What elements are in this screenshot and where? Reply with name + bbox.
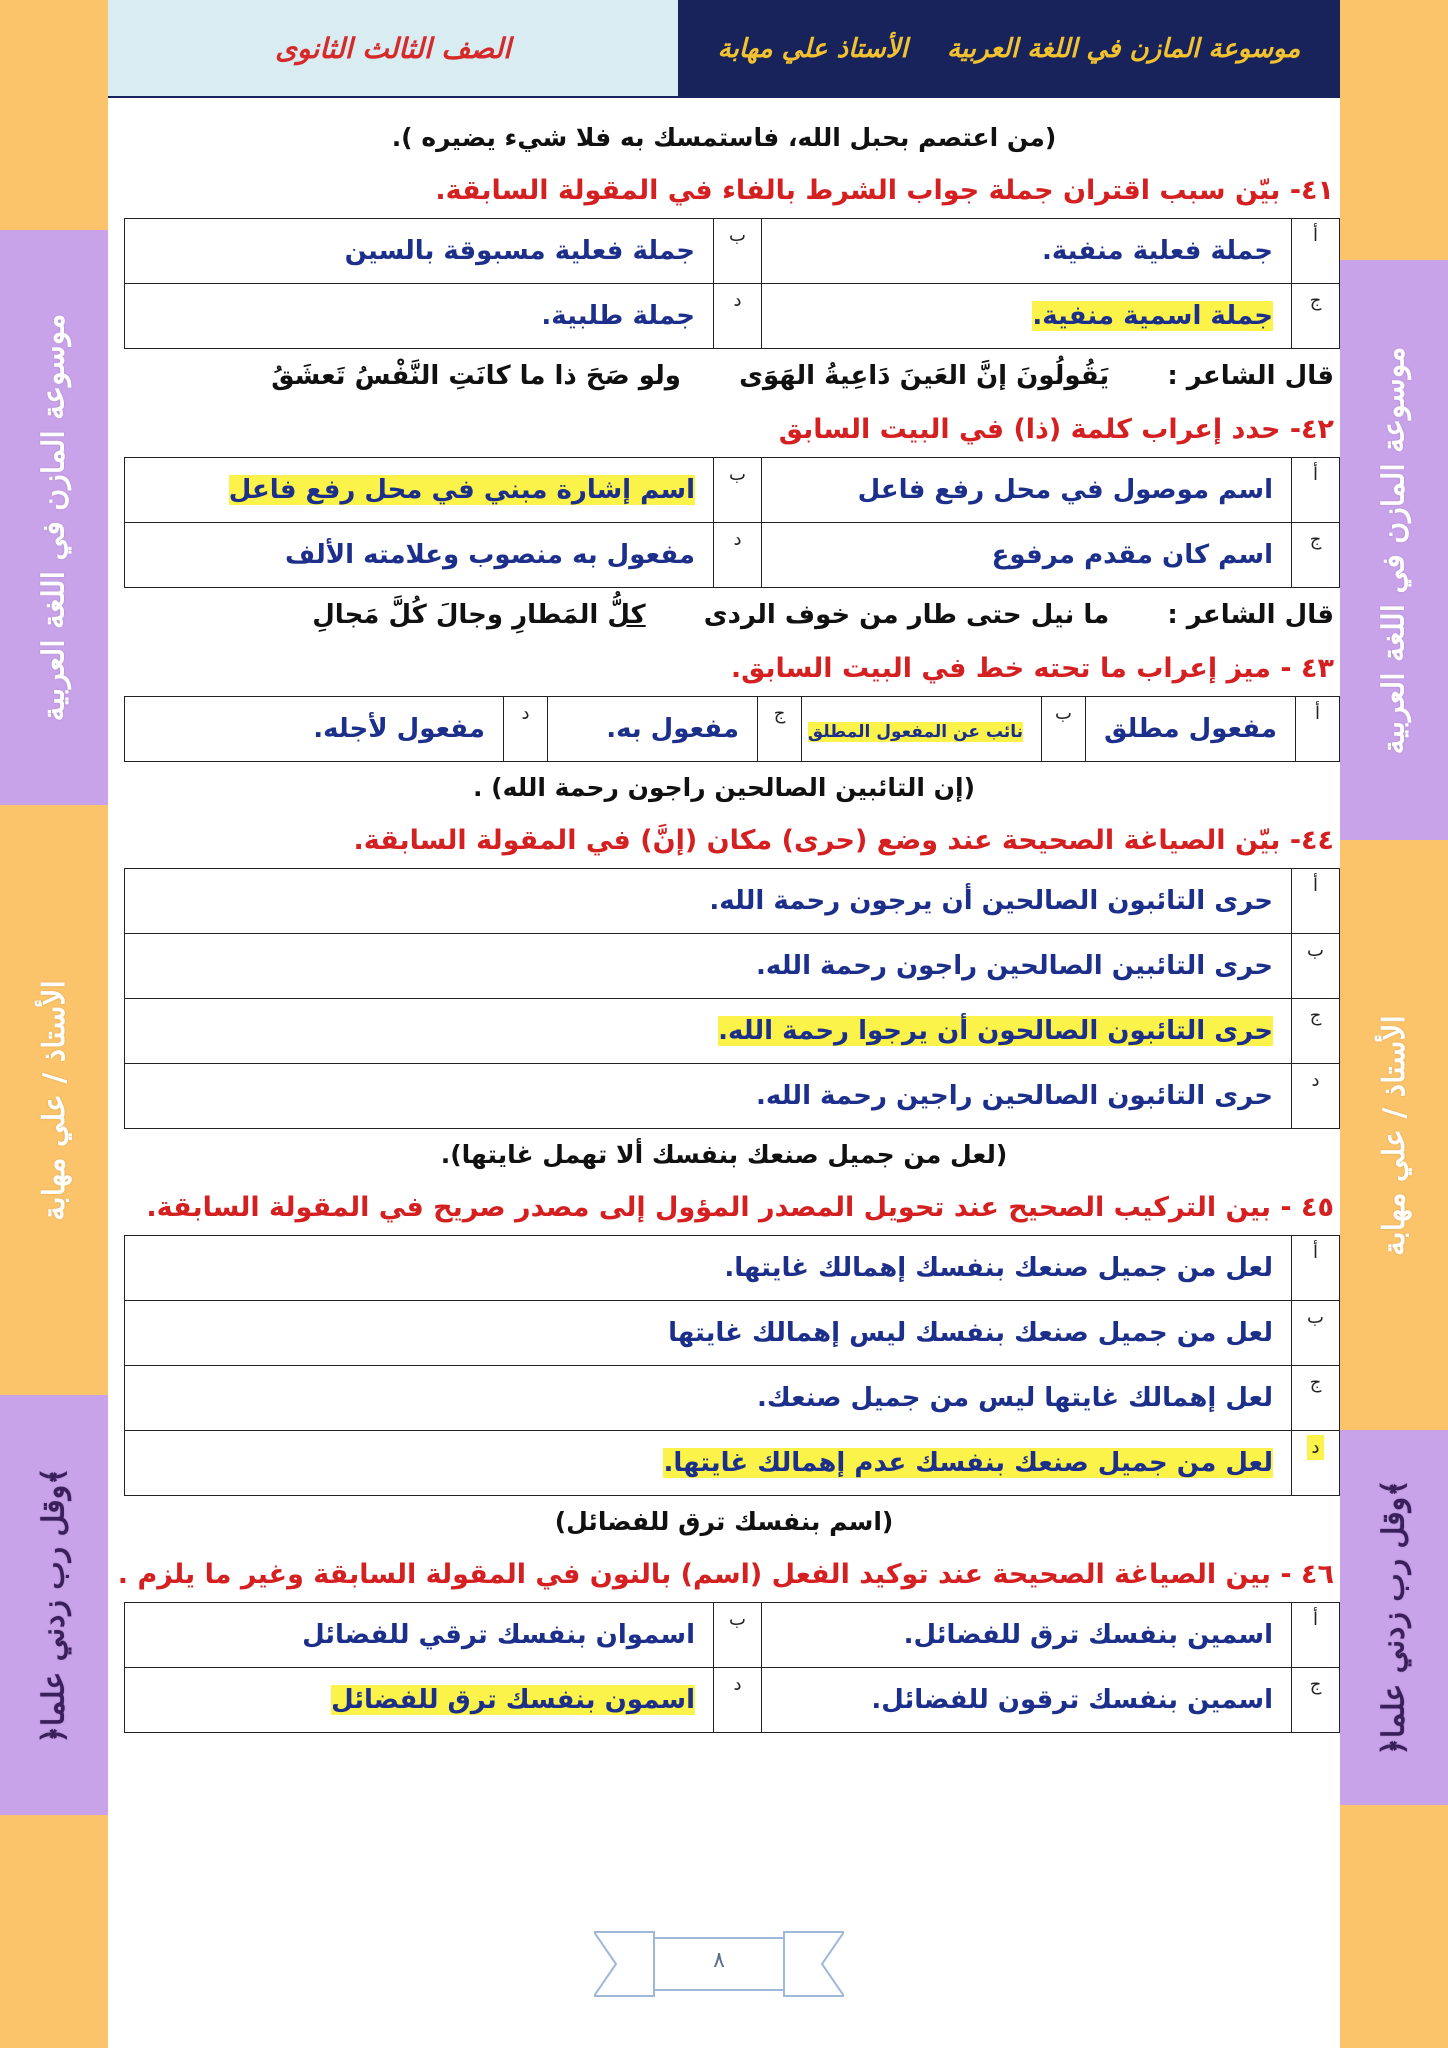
option-text[interactable]: حرى التائبون الصالحين راجين رحمة الله. [125,1064,1292,1129]
option-text-correct[interactable]: لعل من جميل صنعك بنفسك عدم إهمالك غايتها. [125,1431,1292,1496]
poem-second-hemistich: ولو صَحَ ذا ما كانَتِ النَّفْسُ تَعشَقُ [271,361,681,391]
option-text[interactable]: جملة طلبية. [125,284,714,349]
option-letter: ب [714,458,762,523]
side-teacher-text: الأستاذ / علي مهابة [36,979,72,1221]
option-text[interactable]: مفعول به. [548,697,758,762]
poem-first-hemistich: يَقُولُونَ إنَّ العَينَ دَاعِيةُ الهَوَى [739,361,1110,391]
left-side-band [0,0,108,2048]
option-text[interactable]: مفعول لأجله. [125,697,504,762]
option-letter: ج [1292,284,1340,349]
option-letter: ج [1292,1668,1340,1733]
page-header [108,0,1340,98]
option-letter: أ [1292,869,1340,934]
option-letter: ج [1292,1366,1340,1431]
band-segment [0,1815,108,2048]
option-letter: د [714,523,762,588]
side-encyclopedia-text: موسوعة المازن في اللغة العربية [1376,346,1412,754]
quote-text: (لعل من جميل صنعك بنفسك ألا تهمل غايتها). [440,1140,1008,1169]
option-text[interactable]: جملة فعلية منفية. [762,219,1292,284]
encyclopedia-title: موسوعة المازن في اللغة العربية [946,34,1301,64]
option-text-correct[interactable]: اسمون بنفسك ترق للفضائل [125,1668,714,1733]
option-letter: أ [1296,697,1340,762]
question-43: ٤٣ - ميز إعراب ما تحته خط في البيت السابق. [730,653,1334,684]
band-segment [0,0,108,230]
option-text-correct[interactable]: حرى التائبون الصالحون أن يرجوا رحمة الله. [125,999,1292,1064]
option-letter: أ [1292,1603,1340,1668]
question-42: ٤٢- حدد إعراب كلمة (ذا) في البيت السابق [778,414,1334,445]
option-letter: ج [1292,523,1340,588]
option-text[interactable]: حرى التائبون الصالحين أن يرجون رحمة الله. [125,869,1292,934]
side-encyclopedia-text: موسوعة المازن في اللغة العربية [36,313,72,722]
option-text[interactable]: مفعول به منصوب وعلامته الألف [125,523,714,588]
right-side-band [1340,0,1448,2048]
page-number-box [594,1928,844,2000]
side-prayer-text: ﴿وقل رب زدني علما﴾ [1376,1479,1412,1756]
options-table-44 [124,868,1340,1129]
option-text[interactable]: اسم موصول في محل رفع فاعل [762,458,1292,523]
question-46: ٤٦ - بين الصياغة الصحيحة عند توكيد الفعل (اسم) بالنون في المقولة السابقة وغير ما يلزم . [117,1559,1334,1590]
options-table-41 [124,218,1340,349]
option-text[interactable]: لعل إهمالك غايتها ليس من جميل صنعك. [125,1366,1292,1431]
option-text-correct[interactable]: نائب عن المفعول المطلق [802,697,1042,762]
option-letter: ب [1292,934,1340,999]
option-letter: ب [714,219,762,284]
option-text[interactable]: اسموان بنفسك ترقي للفضائل [125,1603,714,1668]
grade-title: الصف الثالث الثانوى [275,31,511,65]
option-letter: د [504,697,548,762]
option-letter: ب [1292,1301,1340,1366]
option-letter: ب [714,1603,762,1668]
poem-underlined-word: كلُّ [607,600,646,630]
option-letter: د [714,284,762,349]
side-teacher-text: الأستاذ / علي مهابة [1376,1014,1412,1256]
option-letter: د [1292,1064,1340,1129]
page-number: ٨ [713,1948,725,1973]
quote-text: (اسم بنفسك ترق للفضائل) [554,1507,894,1536]
quote-text: (من اعتصم بحبل الله، فاستمسك به فلا شيء يضيره ). [391,123,1057,152]
options-table-43 [124,696,1340,762]
side-prayer-text: ﴿وقل رب زدني علما﴾ [36,1466,72,1744]
band-segment [1340,0,1448,260]
options-table-42 [124,457,1340,588]
option-text[interactable]: لعل من جميل صنعك بنفسك إهمالك غايتها. [125,1236,1292,1301]
option-letter: د [714,1668,762,1733]
poem-first-hemistich: ما نيل حتى طار من خوف الردى [703,600,1110,630]
poem-second-hemistich: المَطارِ وجالَ كُلَّ مَجالِ [312,600,599,630]
option-text[interactable]: جملة فعلية مسبوقة بالسين [125,219,714,284]
header-title-box [678,0,1340,98]
question-41: ٤١- بيّن سبب اقتران جملة جواب الشرط بالفاء في المقولة السابقة. [435,175,1334,206]
poem-line-2 [108,588,1340,642]
options-table-46 [124,1602,1340,1733]
option-text-correct[interactable]: اسم إشارة مبني في محل رفع فاعل [125,458,714,523]
band-segment [1340,1805,1448,2048]
option-letter: ج [1292,999,1340,1064]
option-letter: أ [1292,1236,1340,1301]
option-text[interactable]: اسمين بنفسك ترقون للفضائل. [762,1668,1292,1733]
teacher-name: الأستاذ علي مهابة [717,34,908,64]
option-text-correct[interactable]: جملة اسمية منفية. [762,284,1292,349]
header-grade-box [108,0,678,98]
option-letter: د [1292,1431,1340,1496]
option-text[interactable]: حرى التائبين الصالحين راجون رحمة الله. [125,934,1292,999]
option-text[interactable]: اسم كان مقدم مرفوع [762,523,1292,588]
quote-text: (إن التائبين الصالحين راجون رحمة الله) . [472,773,976,802]
question-44: ٤٤- بيّن الصياغة الصحيحة عند وضع (حرى) مكان (إنَّ) في المقولة السابقة. [353,825,1334,856]
option-text[interactable]: اسمين بنفسك ترق للفضائل. [762,1603,1292,1668]
option-letter: أ [1292,458,1340,523]
poem-intro: قال الشاعر : [1167,361,1334,391]
question-45: ٤٥ - بين التركيب الصحيح عند تحويل المصدر المؤول إلى مصدر صريح في المقولة السابقة. [146,1192,1334,1223]
poem-intro: قال الشاعر : [1167,600,1334,630]
option-letter: ج [758,697,802,762]
option-letter: ب [1042,697,1086,762]
option-letter: أ [1292,219,1340,284]
option-text[interactable]: مفعول مطلق [1086,697,1296,762]
options-table-45 [124,1235,1340,1496]
worksheet-content [108,112,1340,1733]
poem-line-1 [108,349,1340,403]
option-text[interactable]: لعل من جميل صنعك بنفسك ليس إهمالك غايتها [125,1301,1292,1366]
